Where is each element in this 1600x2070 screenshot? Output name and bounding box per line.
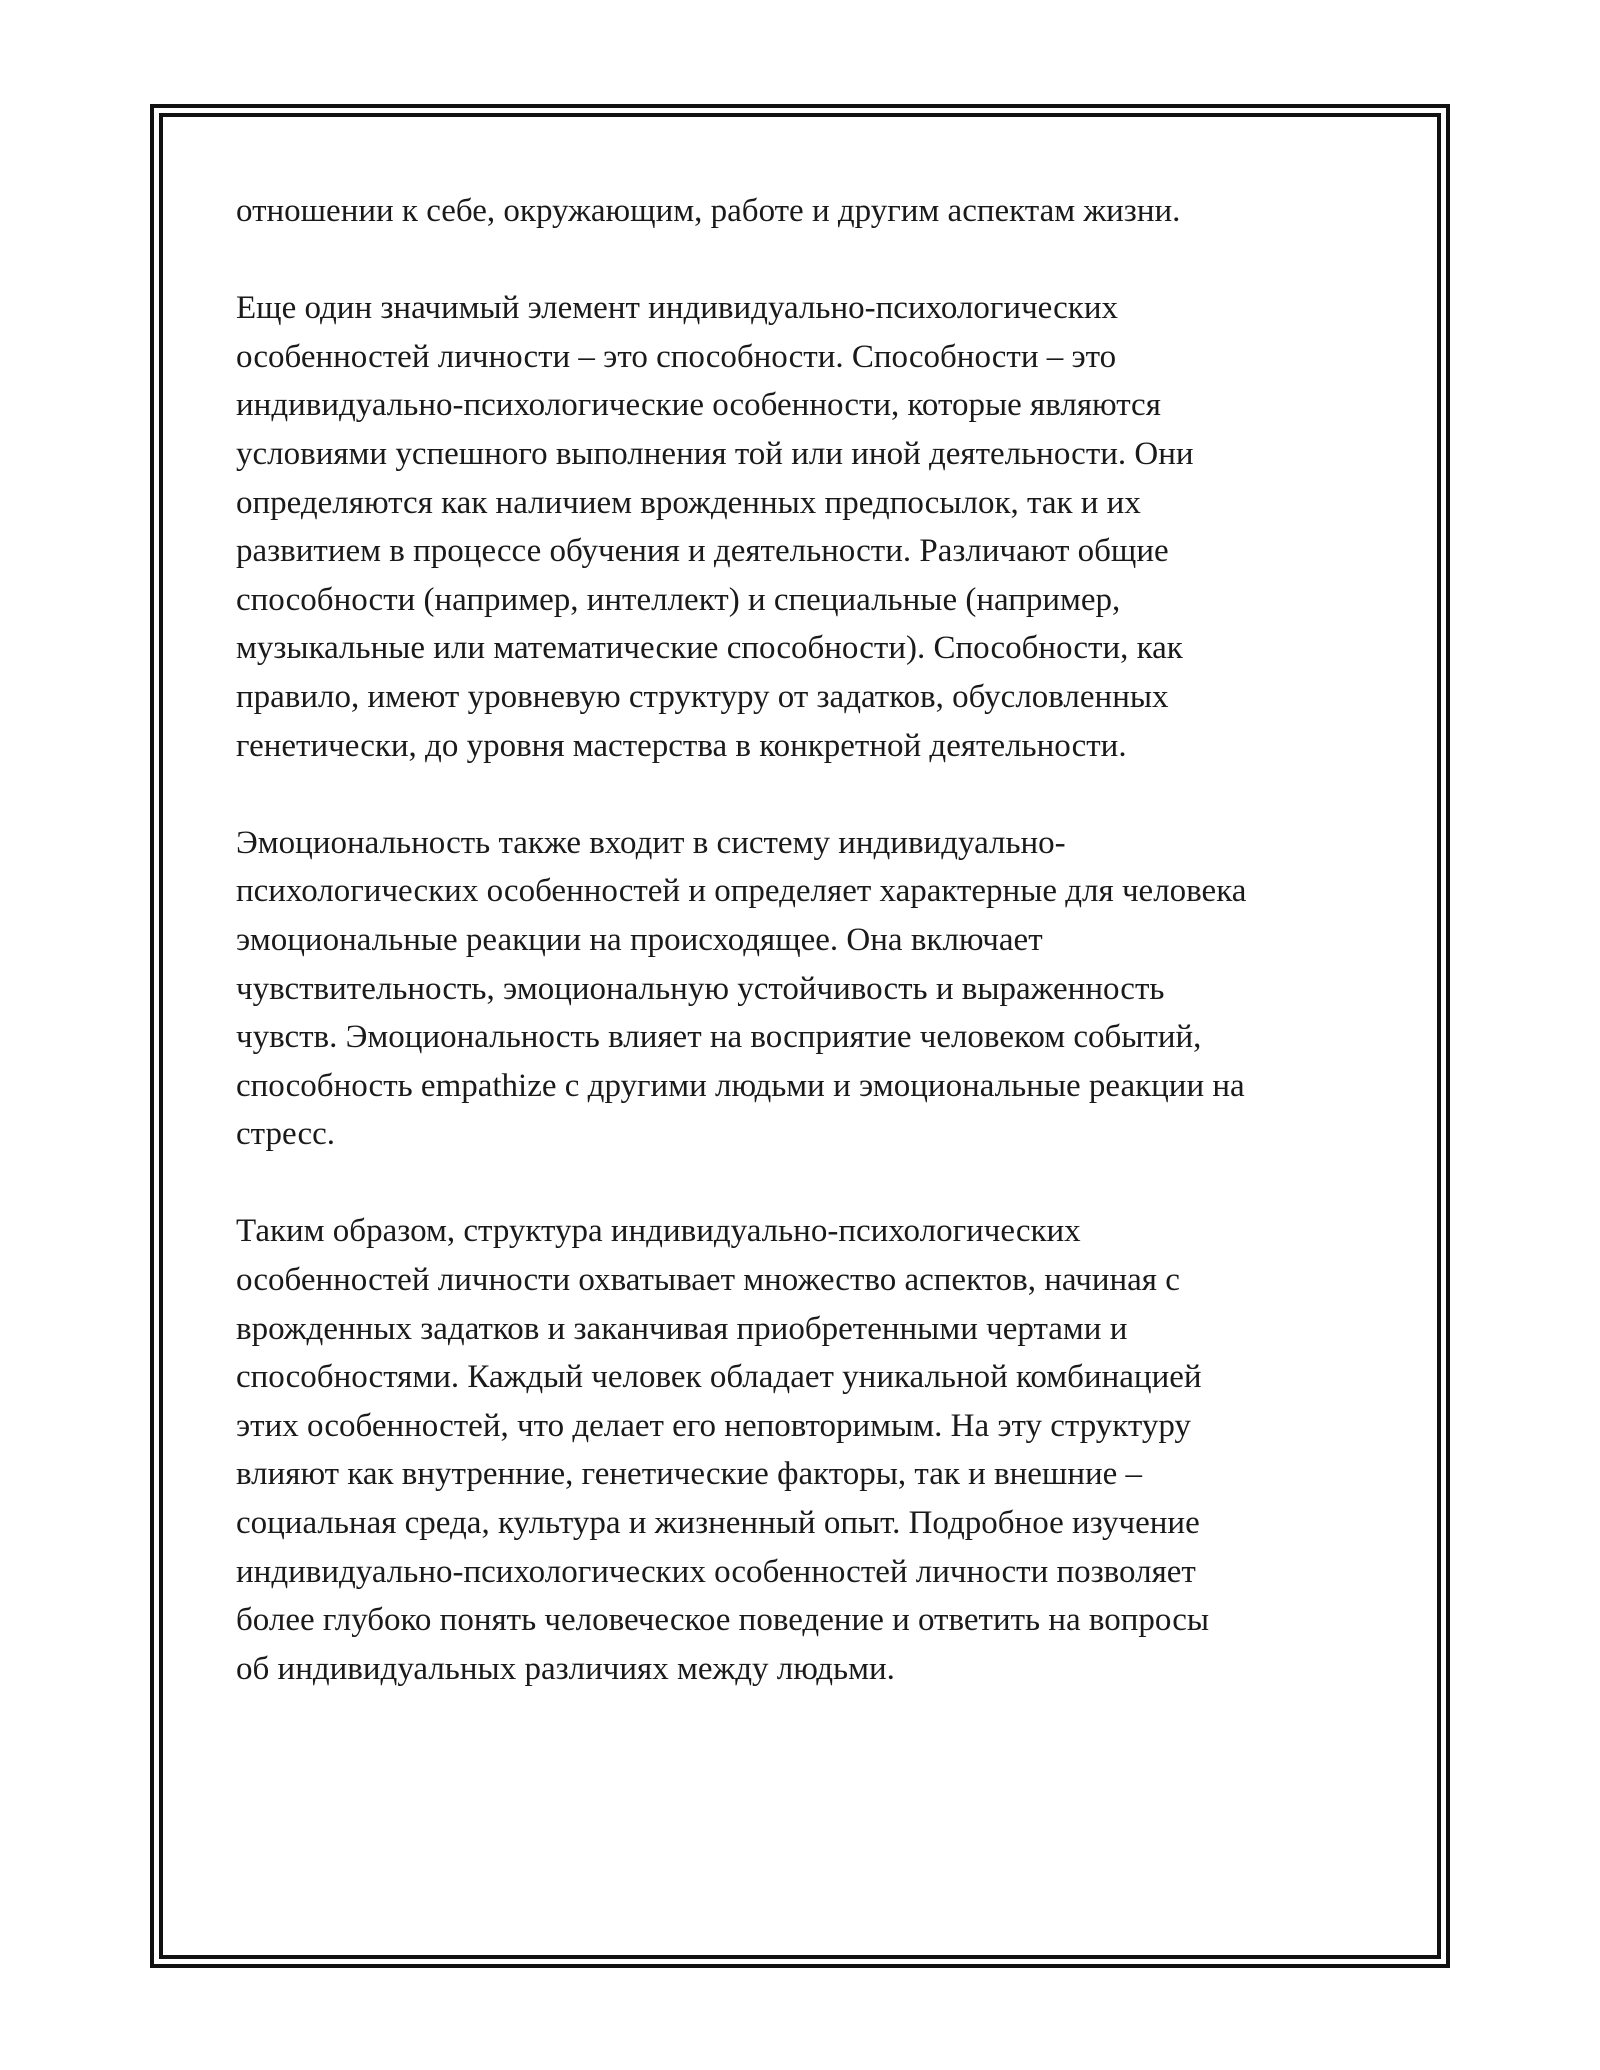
text-line: Еще один значимый элемент индивидуально-психологических: [236, 290, 1118, 327]
text-line: врожденных задатков и заканчивая приобретенными чертами и: [236, 1310, 1128, 1347]
text-line: способностями. Каждый человек обладает уникальной комбинацией: [236, 1359, 1202, 1396]
document-body: [236, 187, 1396, 1693]
paragraph: [236, 1207, 1396, 1693]
text-line: музыкальные или математические способности). Способности, как: [236, 630, 1183, 667]
text-line: отношении к себе, окружающим, работе и другим аспектам жизни.: [236, 193, 1181, 229]
text-line: чувств. Эмоциональность влияет на восприятие человеком событий,: [236, 1019, 1202, 1056]
text-line: Таким образом, структура индивидуально-психологических: [236, 1213, 1081, 1250]
text-line: стресс.: [236, 1116, 335, 1153]
text-line: развитием в процессе обучения и деятельности. Различают общие: [236, 533, 1169, 570]
paragraph: [236, 187, 1396, 236]
text-line: индивидуально-психологические особенности, которые являются: [236, 387, 1161, 424]
text-line: влияют как внутренние, генетические факторы, так и внешние –: [236, 1456, 1143, 1493]
text-line: чувствительность, эмоциональную устойчивость и выраженность: [236, 970, 1165, 1007]
paragraph: [236, 284, 1396, 770]
text-line: Эмоциональность также входит в систему индивидуально-: [236, 824, 1066, 861]
text-line: психологических особенностей и определяет характерные для человека: [236, 873, 1247, 910]
text-line: особенностей личности – это способности. Способности – это: [236, 338, 1117, 375]
text-line: более глубоко понять человеческое поведение и ответить на вопросы: [236, 1602, 1210, 1639]
text-line: генетически, до уровня мастерства в конкретной деятельности.: [236, 727, 1127, 764]
text-line: этих особенностей, что делает его неповторимым. На эту структуру: [236, 1407, 1191, 1444]
text-line: способность empathize с другими людьми и эмоциональные реакции на: [236, 1067, 1245, 1104]
text-line: способности (например, интеллект) и специальные (например,: [236, 581, 1121, 618]
text-line: социальная среда, культура и жизненный опыт. Подробное изучение: [236, 1505, 1200, 1542]
text-line: определяются как наличием врожденных предпосылок, так и их: [236, 484, 1141, 521]
text-line: правило, имеют уровневую структуру от задатков, обусловленных: [236, 678, 1169, 715]
text-line: индивидуально-психологических особенностей личности позволяет: [236, 1553, 1196, 1590]
text-line: эмоциональные реакции на происходящее. Она включает: [236, 921, 1043, 958]
text-line: условиями успешного выполнения той или иной деятельности. Они: [236, 435, 1194, 472]
paragraph: [236, 819, 1396, 1159]
text-line: об индивидуальных различиях между людьми.: [236, 1650, 895, 1687]
text-line: особенностей личности охватывает множество аспектов, начиная с: [236, 1262, 1180, 1299]
